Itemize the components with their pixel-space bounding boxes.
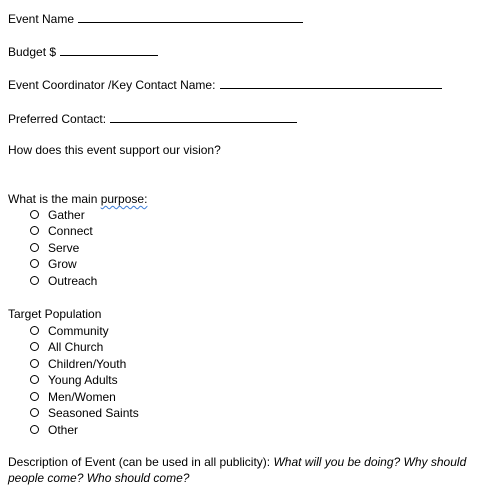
budget-input[interactable]: [60, 43, 158, 56]
radio-bullet-icon: [30, 226, 39, 235]
target-option-men-women[interactable]: [30, 390, 116, 405]
description-prefix: Description of Event (can be used in all publicity):: [8, 455, 274, 469]
target-option-community[interactable]: [30, 324, 109, 339]
target-option-children-youth[interactable]: [30, 357, 126, 372]
purpose-label-prefix: What is the main: [8, 192, 101, 206]
coordinator-label: Event Coordinator /Key Contact Name:: [8, 78, 216, 92]
target-heading: Target Population: [8, 307, 102, 321]
budget-label: Budget $: [8, 45, 57, 59]
option-label: Young Adults: [48, 373, 118, 387]
option-label: Grow: [48, 257, 77, 271]
radio-bullet-icon: [30, 210, 39, 219]
event-name-label: Event Name: [8, 12, 75, 26]
radio-bullet-icon: [30, 342, 39, 351]
option-label: Seasoned Saints: [48, 406, 139, 420]
target-option-all-church[interactable]: [30, 340, 103, 355]
radio-bullet-icon: [30, 243, 39, 252]
option-label: Other: [48, 423, 79, 437]
radio-bullet-icon: [30, 326, 39, 335]
option-label: Community: [48, 324, 109, 338]
option-label: Men/Women: [48, 390, 116, 404]
option-label: Gather: [48, 208, 85, 222]
preferred-contact-input[interactable]: [110, 110, 297, 123]
description-prompt-line-1: What will you be doing? Why should: [273, 455, 467, 469]
radio-bullet-icon: [30, 276, 39, 285]
budget-field: [8, 43, 158, 60]
radio-bullet-icon: [30, 259, 39, 268]
event-name-input[interactable]: [78, 10, 303, 23]
purpose-option-connect[interactable]: [30, 224, 93, 239]
event-name-field: [8, 10, 303, 27]
radio-bullet-icon: [30, 392, 39, 401]
radio-bullet-icon: [30, 425, 39, 434]
radio-bullet-icon: [30, 375, 39, 384]
purpose-option-outreach[interactable]: [30, 274, 97, 289]
purpose-label-word: purpose:: [100, 192, 148, 206]
target-option-other[interactable]: [30, 423, 78, 438]
target-option-young-adults[interactable]: [30, 373, 118, 388]
coordinator-field: [8, 76, 442, 93]
target-option-seasoned-saints[interactable]: [30, 406, 139, 421]
purpose-option-grow[interactable]: [30, 257, 77, 272]
option-label: Children/Youth: [48, 357, 127, 371]
option-label: Outreach: [48, 274, 98, 288]
vision-question: How does this event support our vision?: [8, 143, 221, 157]
purpose-option-serve[interactable]: [30, 241, 79, 256]
coordinator-input[interactable]: [220, 76, 442, 89]
option-label: Serve: [48, 241, 80, 255]
description-prompt-line-2: people come? Who should come?: [8, 471, 190, 485]
radio-bullet-icon: [30, 359, 39, 368]
purpose-option-gather[interactable]: [30, 208, 85, 223]
option-label: All Church: [48, 340, 104, 354]
purpose-heading: [8, 192, 147, 207]
description-line-1: [8, 455, 466, 470]
preferred-contact-field: [8, 110, 297, 127]
radio-bullet-icon: [30, 408, 39, 417]
preferred-contact-label: Preferred Contact:: [8, 112, 107, 126]
option-label: Connect: [48, 224, 93, 238]
